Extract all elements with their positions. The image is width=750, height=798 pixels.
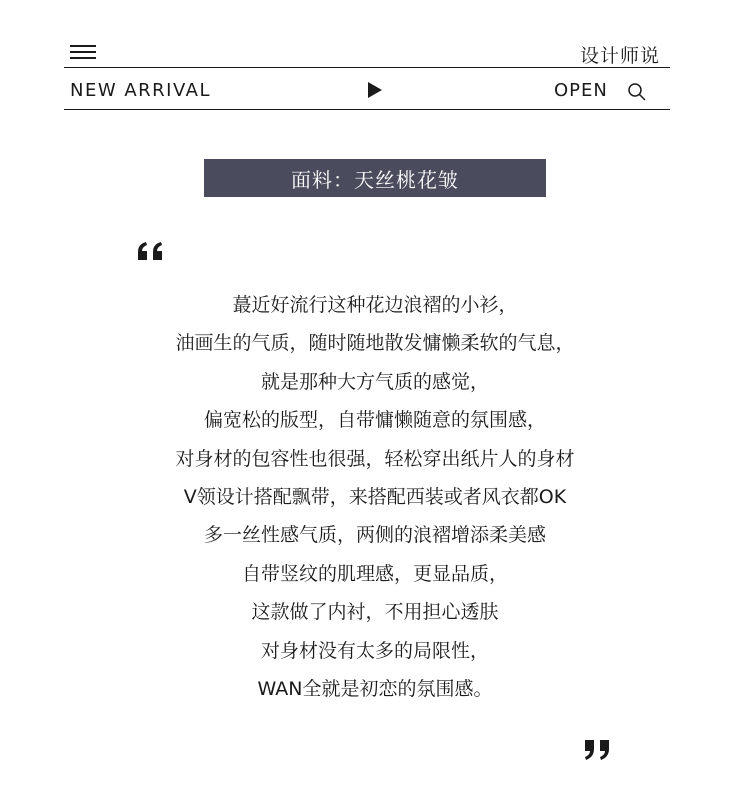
- description-line: 自带竖纹的肌理感，更显品质，: [241, 562, 508, 585]
- play-icon[interactable]: [368, 82, 382, 98]
- description-line: 这款做了内衬，不用担心透肤: [251, 601, 499, 624]
- header-divider-bottom: [64, 109, 670, 110]
- fabric-banner: 面料：天丝桃花皱: [204, 159, 546, 197]
- header-divider-top: [64, 67, 670, 68]
- description-line: 对身材没有太多的局限性，: [260, 639, 489, 662]
- hamburger-menu-icon[interactable]: [70, 45, 96, 59]
- description-line: 油画生的气质，随时随地散发慵懒柔软的气息，: [175, 332, 575, 355]
- description-line: 偏宽松的版型，自带慵懒随意的氛围感，: [203, 409, 546, 432]
- page-header: [64, 36, 670, 110]
- description-line: 多一丝性感气质，两侧的浪褶增添柔美感: [203, 524, 546, 547]
- new-arrival-label: NEW ARRIVAL: [70, 80, 211, 101]
- description-line: 对身材的包容性也很强，轻松穿出纸片人的身材: [175, 447, 575, 470]
- open-quote-icon: [136, 240, 168, 264]
- designer-says-label[interactable]: 设计师说: [579, 45, 660, 67]
- product-description: [75, 286, 675, 708]
- open-label[interactable]: OPEN: [554, 80, 608, 101]
- description-line: WAN全就是初恋的氛围感。: [257, 678, 493, 701]
- description-line: 就是那种大方气质的感觉，: [260, 370, 489, 393]
- close-quote-icon: [582, 738, 614, 762]
- description-line: V领设计搭配飘带，来搭配西装或者风衣都OK: [183, 486, 567, 509]
- search-icon[interactable]: [627, 82, 647, 102]
- description-line: 蕞近好流行这种花边浪褶的小衫，: [232, 294, 518, 316]
